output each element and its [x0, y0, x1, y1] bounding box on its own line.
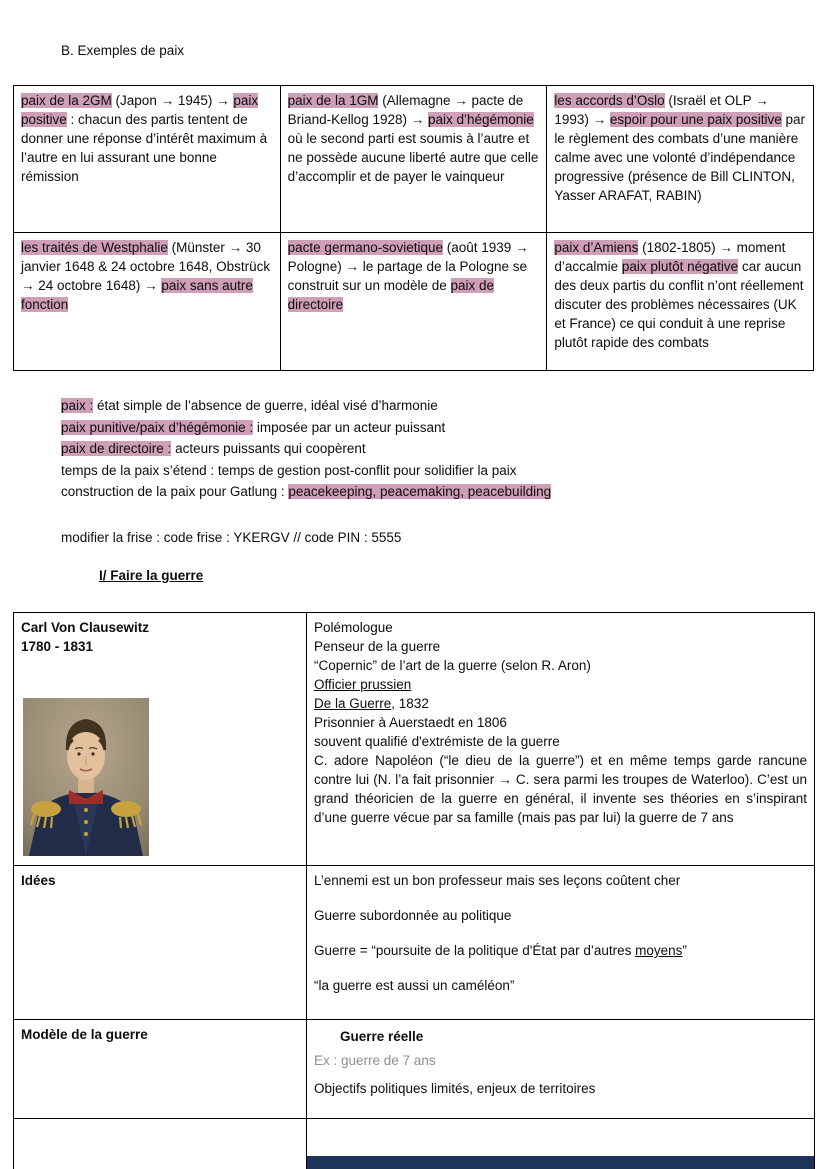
- clausewitz-identity-cell: [14, 613, 307, 866]
- model-example: Ex : guerre de 7 ans: [314, 1053, 436, 1068]
- table-row: [14, 86, 814, 233]
- model-title: Guerre réelle: [340, 1029, 424, 1044]
- row-label-idees: Idées: [21, 873, 56, 888]
- ideas-content-cell: [307, 866, 815, 1020]
- person-name: Carl Von Clausewitz: [21, 620, 150, 635]
- profile-line: Officier prussien: [314, 677, 412, 692]
- table-row: [14, 233, 814, 371]
- profile-paragraph: C. adore Napoléon (“le dieu de la guerre”) et en même temps garde rancune contre lui (N. l’a fait prisonnier → C. sera parmi les troupes de Waterloo). C’est un grand théoricien de la guerre en général, il invente ses théories en s’inspirant d’une guerre vécue par sa famille (mais pas par lui) la guerre de 7 ans: [314, 753, 807, 825]
- clausewitz-table: [13, 612, 815, 1169]
- peace-cell-2gm: paix de la 2GM (Japon → 1945) → paix positive : chacun des partis tentent de donner une réponse d’intérêt maximum à l’autre en lui assurant une bonne rémission: [14, 86, 281, 233]
- ideas-label-cell: [14, 866, 307, 1020]
- profile-line: “Copernic” de l’art de la guerre (selon R. Aron): [314, 658, 591, 673]
- row-label-modele: Modèle de la guerre: [21, 1027, 148, 1042]
- next-row-image-sliver: [307, 1156, 814, 1169]
- model-label-cell: [14, 1020, 307, 1119]
- peace-cell-amiens: paix d’Amiens (1802-1805) → moment d’accalmie paix plutôt négative car aucun des deux partis du conflit n’ont réellement discuter des problèmes nécessaires (UK et France) ce qui conduit à une reprise plutôt rapide des combats: [547, 233, 814, 371]
- section-heading: B. Exemples de paix: [61, 43, 185, 58]
- empty-cell: [14, 1119, 307, 1169]
- table-row: [14, 1020, 815, 1119]
- table-row: [14, 866, 815, 1020]
- definition-line-paix: paix : état simple de l’absence de guerre, idéal visé d’harmonie: [61, 398, 438, 413]
- clausewitz-profile-cell: [307, 613, 815, 866]
- table-row: [14, 613, 815, 866]
- peace-cell-oslo: les accords d’Oslo (Israël et OLP → 1993) → espoir pour une paix positive par le règlement des combats d’une manière calme avec une volonté d’indépendance progressive (présence de Bill CLINTON, Yasser ARAFAT, RABIN): [547, 86, 814, 233]
- profile-line: Penseur de la guerre: [314, 639, 441, 654]
- model-objectives: Objectifs politiques limités, enjeux de territoires: [314, 1081, 596, 1096]
- peace-cell-1gm: paix de la 1GM (Allemagne → pacte de Briand-Kellog 1928) → paix d’hégémonie où le second parti est soumis à l’autre et ne possède aucune liberté autre que celle d’accomplir et de payer le vainqueur: [280, 86, 547, 233]
- idea-line: “la guerre est aussi un caméléon”: [314, 978, 515, 993]
- definition-line-gatlung: construction de la paix pour Gatlung : peacekeeping, peacemaking, peacebuilding: [61, 484, 552, 499]
- idea-line: L’ennemi est un bon professeur mais ses leçons coûtent cher: [314, 873, 681, 888]
- person-dates: 1780 - 1831: [21, 639, 94, 654]
- section-title: I/ Faire la guerre: [99, 568, 204, 583]
- idea-line: Guerre subordonnée au politique: [314, 908, 512, 923]
- profile-line: De la Guerre, 1832: [314, 696, 429, 711]
- peace-cell-westphalie: les traités de Westphalie (Münster → 30 janvier 1648 & 24 octobre 1648, Obstrück → 24 octobre 1648) → paix sans autre fonction: [14, 233, 281, 371]
- definitions-list: [61, 395, 551, 503]
- profile-line: Polémologue: [314, 620, 393, 635]
- profile-line: souvent qualifié d'extrémiste de la guerre: [314, 734, 560, 749]
- peace-examples-table: [13, 85, 814, 371]
- definition-line-temps: temps de la paix s’étend : temps de gestion post-conflit pour solidifier la paix: [61, 462, 517, 478]
- idea-line: Guerre = “poursuite de la politique d'État par d’autres moyens”: [314, 943, 687, 958]
- definition-line-punitive: paix punitive/paix d’hégémonie : imposée par un acteur puissant: [61, 419, 446, 435]
- frise-code-note: modifier la frise : code frise : YKERGV // code PIN : 5555: [61, 530, 402, 545]
- clausewitz-portrait: [23, 698, 149, 856]
- profile-line: Prisonnier à Auerstaedt en 1806: [314, 715, 507, 730]
- model-content-cell: [307, 1020, 815, 1119]
- definition-line-directoire: paix de directoire : acteurs puissants qui coopèrent: [61, 441, 366, 456]
- peace-cell-germano-sovietique: pacte germano-sovietique (août 1939 → Pologne) → le partage de la Pologne se construit sur un modèle de paix de directoire: [280, 233, 547, 371]
